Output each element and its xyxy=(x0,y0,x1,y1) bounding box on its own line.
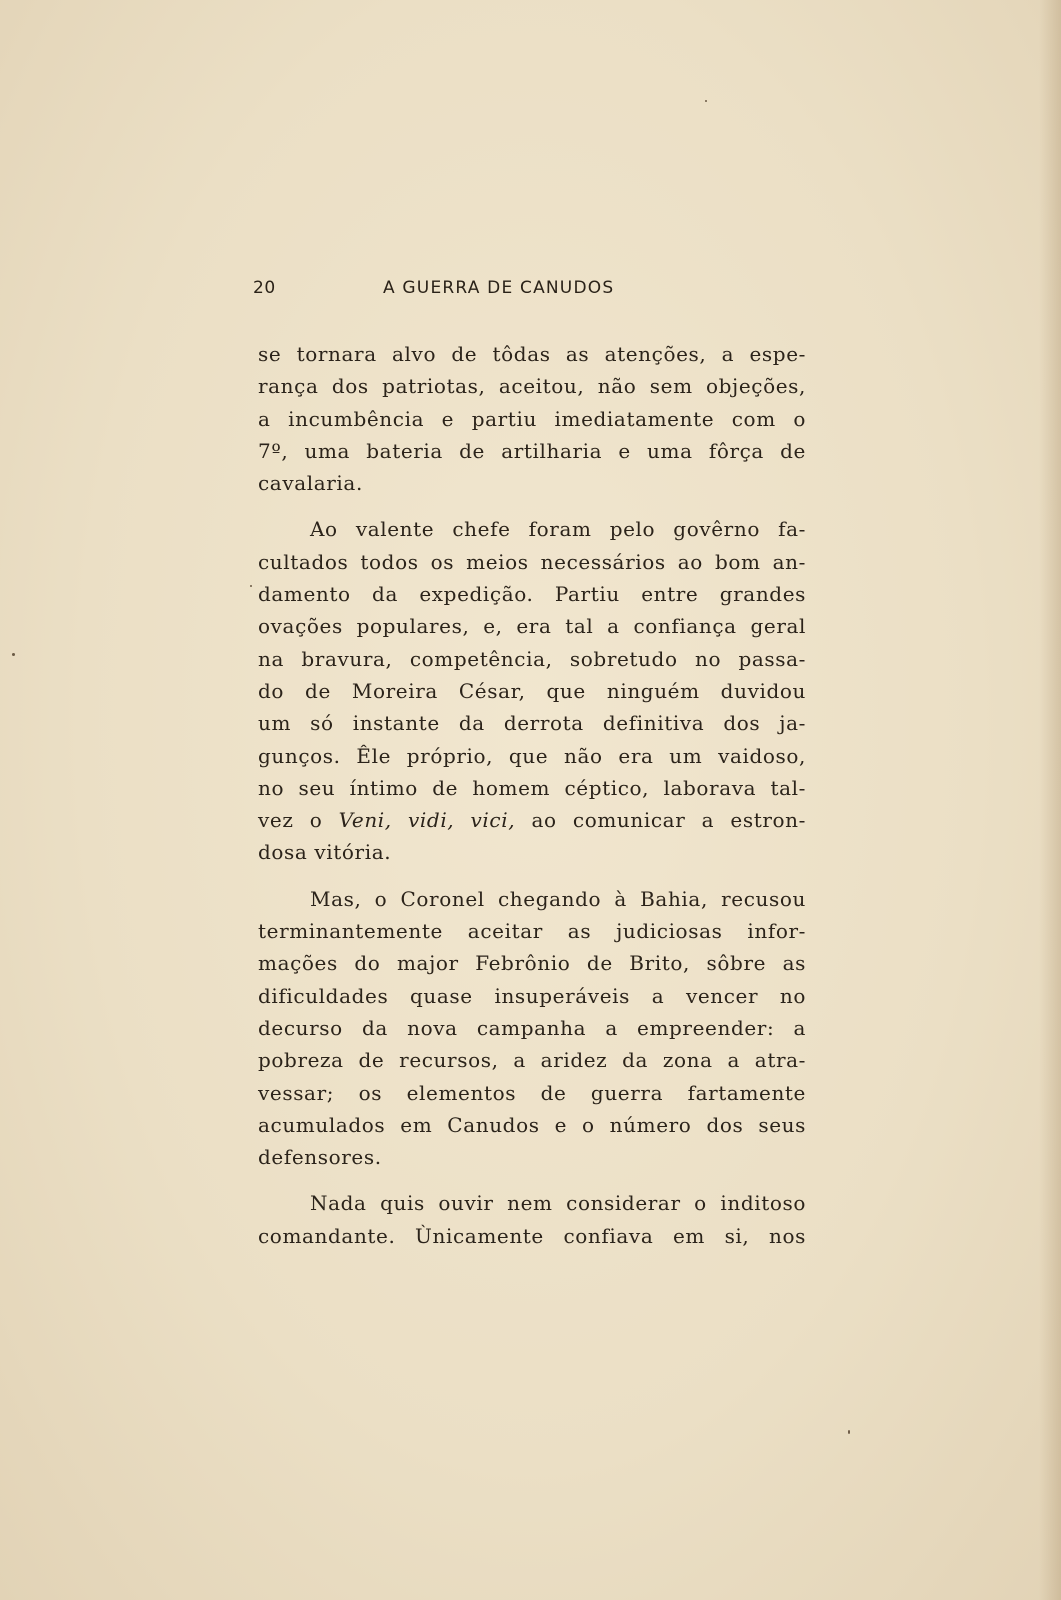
paragraph-4 xyxy=(258,1187,806,1252)
text-line: no seu íntimo de homem céptico, laborava tal- xyxy=(258,775,806,800)
text-line: do de Moreira César, que ninguém duvidou xyxy=(258,678,806,703)
text-line: vessar; os elementos de guerra fartamente xyxy=(258,1080,806,1105)
text-line: cavalaria. xyxy=(258,471,363,496)
paper-speck xyxy=(848,1430,850,1434)
text-line: acumulados em Canudos e o número dos seus xyxy=(258,1112,806,1137)
text-line: defensores. xyxy=(258,1145,382,1170)
text-line: a incumbência e partiu imediatamente com o xyxy=(258,406,806,431)
text-line: damento da expedição. Partiu entre grandes xyxy=(258,582,806,607)
paragraph-2 xyxy=(258,513,806,868)
text-line: comandante. Ùnicamente confiava em si, nos xyxy=(258,1223,806,1248)
page-number: 20 xyxy=(253,278,276,298)
paper-speck xyxy=(705,100,707,102)
text-line: decurso da nova campanha a empreender: a xyxy=(258,1015,806,1040)
text-line: pobreza de recursos, a aridez da zona a atra- xyxy=(258,1048,806,1073)
paragraph-3 xyxy=(258,883,806,1174)
page-header xyxy=(253,278,813,302)
text-line: 7º, uma bateria de artilharia e uma fôrça de xyxy=(258,438,806,463)
text-line: gunços. Êle próprio, que não era um vaidoso, xyxy=(258,743,806,768)
text-line: dificuldades quase insuperáveis a vencer no xyxy=(258,983,806,1008)
text-segment: ao comunicar a estron- xyxy=(531,808,807,833)
paragraph-1 xyxy=(258,338,806,499)
paper-speck xyxy=(250,585,252,587)
text-segment: vez o xyxy=(258,808,323,833)
body-text xyxy=(258,338,806,1266)
paper-speck xyxy=(12,653,15,656)
text-line: Ao valente chefe foram pelo govêrno fa- xyxy=(310,517,806,542)
page-edge-shadow xyxy=(1039,0,1061,1600)
text-line: Nada quis ouvir nem considerar o inditoso xyxy=(310,1191,806,1216)
text-line: terminantemente aceitar as judiciosas infor- xyxy=(258,919,806,944)
text-line: mações do major Febrônio de Brito, sôbre as xyxy=(258,951,806,976)
text-line: na bravura, competência, sobretudo no passa- xyxy=(258,646,806,671)
text-line: ovações populares, e, era tal a confiança geral xyxy=(258,614,806,639)
text-line-mixed xyxy=(258,804,806,836)
text-line: se tornara alvo de tôdas as atenções, a espe- xyxy=(258,342,806,366)
text-line: um só instante da derrota definitiva dos ja- xyxy=(258,711,806,736)
text-line: cultados todos os meios necessários ao bom an- xyxy=(258,549,806,574)
text-line: dosa vitória. xyxy=(258,840,392,865)
text-line: rança dos patriotas, aceitou, não sem objeções, xyxy=(258,374,806,399)
latin-phrase: Veni, vidi, vici, xyxy=(338,808,516,833)
text-line: Mas, o Coronel chegando à Bahia, recusou xyxy=(310,886,806,911)
running-title: A GUERRA DE CANUDOS xyxy=(383,278,615,298)
